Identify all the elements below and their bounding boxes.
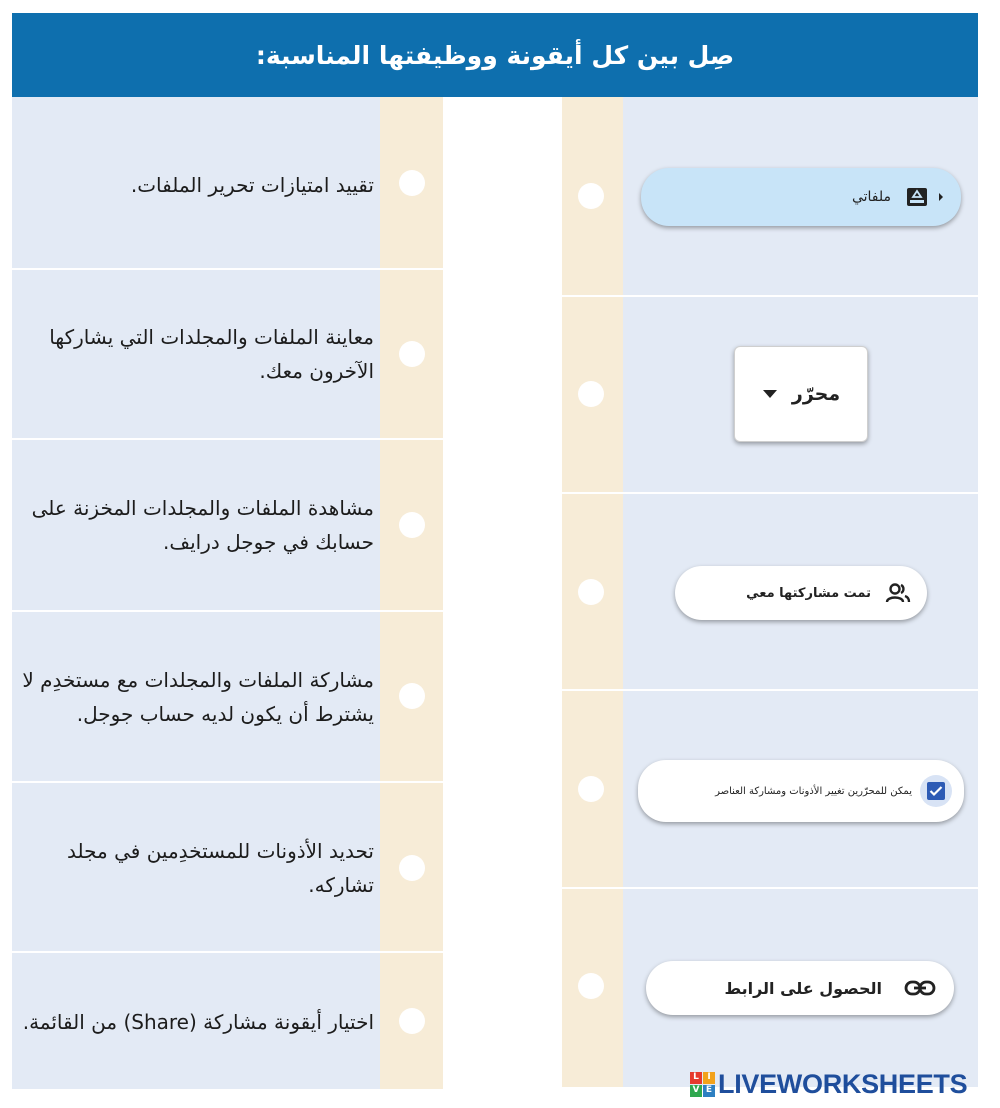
get-link-item bbox=[646, 961, 954, 1015]
get-link-label: الحصول على الرابط bbox=[724, 978, 882, 998]
dropdown-arrow-icon bbox=[762, 389, 778, 399]
match-dot-description-4[interactable] bbox=[399, 683, 425, 709]
row-divider bbox=[380, 268, 443, 270]
editors-permission-option bbox=[638, 760, 964, 822]
logo-letter: V bbox=[690, 1085, 702, 1097]
my-files-item bbox=[641, 168, 961, 226]
checkbox-icon bbox=[927, 782, 945, 800]
row-divider bbox=[562, 689, 623, 691]
description-1: تقييد امتيازات تحرير الملفات. bbox=[130, 173, 374, 197]
editor-label: محرّر bbox=[791, 383, 841, 405]
match-dot-description-1[interactable] bbox=[399, 170, 425, 196]
my-files-label: ملفاتي bbox=[851, 189, 891, 205]
match-dot-icon-5[interactable] bbox=[578, 973, 604, 999]
description-3: مشاهدة الملفات والمجلدات المخزنة على حسابك في جوجل درايف. bbox=[31, 496, 374, 554]
exercise-title-text: صِل بين كل أيقونة ووظيفتها المناسبة: bbox=[255, 40, 735, 70]
editors-permission-label: يمكن للمحرّرين تغيير الأذونات ومشاركة العناصر bbox=[715, 785, 912, 797]
editor-role-dropdown bbox=[734, 346, 868, 442]
row-divider bbox=[380, 781, 443, 783]
description-4: مشاركة الملفات والمجلدات مع مستخدِم لا يشترط أن يكون لديه حساب جوجل. bbox=[22, 668, 374, 726]
row-divider bbox=[562, 492, 623, 494]
logo-mark bbox=[690, 1072, 715, 1097]
description-6: اختيار أيقونة مشاركة (Share) من القائمة. bbox=[22, 1010, 374, 1034]
match-dot-description-5[interactable] bbox=[399, 855, 425, 881]
logo-letter: I bbox=[703, 1072, 715, 1084]
logo-text: LIVEWORKSHEETS bbox=[718, 1068, 968, 1099]
match-dot-icon-3[interactable] bbox=[578, 579, 604, 605]
match-dot-icon-2[interactable] bbox=[578, 381, 604, 407]
row-divider bbox=[562, 295, 623, 297]
row-divider bbox=[380, 438, 443, 440]
link-icon bbox=[904, 979, 936, 997]
checkbox-highlight bbox=[920, 775, 952, 807]
people-icon bbox=[885, 582, 911, 604]
row-divider bbox=[562, 887, 623, 889]
left-dot-column bbox=[380, 97, 443, 1089]
drive-icon bbox=[905, 185, 929, 209]
logo-letter: E bbox=[703, 1085, 715, 1097]
shared-with-me-label: تمت مشاركتها معي bbox=[746, 585, 871, 601]
exercise-title bbox=[12, 13, 978, 97]
match-dot-description-6[interactable] bbox=[399, 1008, 425, 1034]
description-2: معاينة الملفات والمجلدات التي يشاركها الآخرون معك. bbox=[49, 325, 374, 383]
shared-with-me-item bbox=[675, 566, 927, 620]
description-5: تحديد الأذونات للمستخدِمين في مجلد تشاركه. bbox=[67, 839, 374, 897]
chevron-right-icon bbox=[937, 192, 945, 202]
row-divider bbox=[380, 951, 443, 953]
match-dot-description-3[interactable] bbox=[399, 512, 425, 538]
match-dot-icon-1[interactable] bbox=[578, 183, 604, 209]
match-dot-icon-4[interactable] bbox=[578, 776, 604, 802]
match-dot-description-2[interactable] bbox=[399, 341, 425, 367]
logo-letter: L bbox=[690, 1072, 702, 1084]
liveworksheets-logo bbox=[690, 1068, 967, 1100]
row-divider bbox=[380, 610, 443, 612]
